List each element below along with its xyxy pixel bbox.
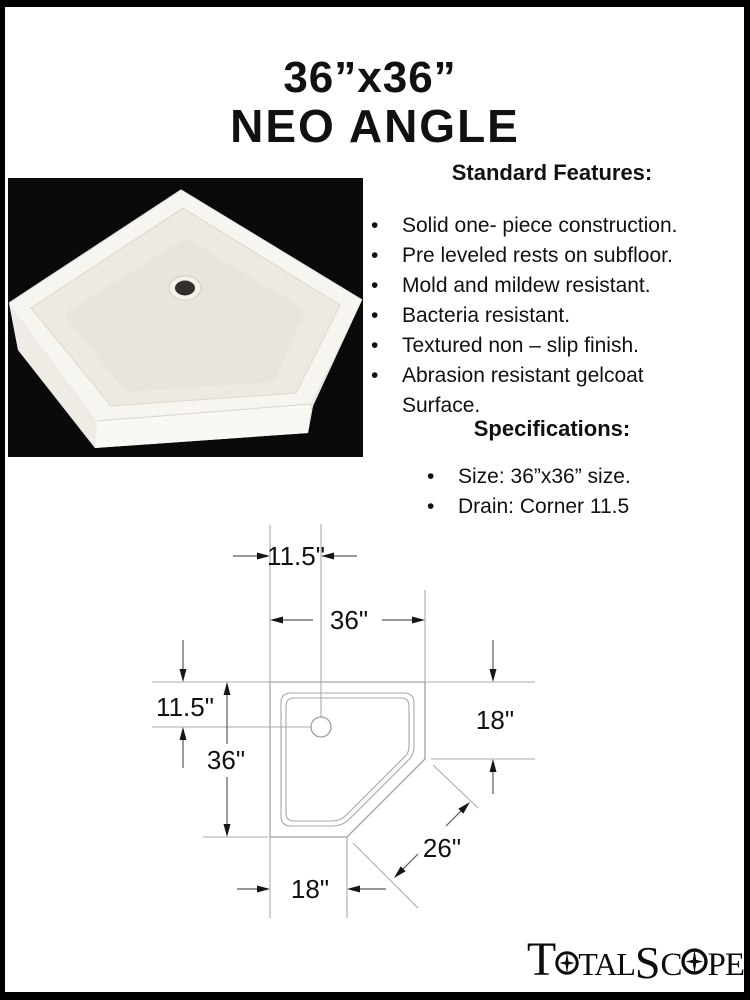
list-item: • Abrasion resistant gelcoat Surface.	[371, 361, 716, 421]
list-item: • Pre leveled rests on subfloor.	[371, 241, 716, 271]
dim-label-right-side: 18"	[475, 705, 515, 735]
logo-letter: S	[634, 937, 661, 988]
drain-hole	[175, 281, 195, 296]
logo-letter: C	[660, 947, 683, 983]
list-item: • Textured non – slip finish.	[371, 331, 716, 361]
specifications-list	[427, 462, 727, 522]
list-item: • Size: 36”x36” size.	[427, 462, 727, 492]
dim-label-top-width: 36"	[329, 605, 369, 635]
features-list	[371, 211, 716, 421]
dim-label-left-height: 36"	[206, 745, 246, 775]
list-item: • Mold and mildew resistant.	[371, 271, 716, 301]
totalscope-logo	[508, 933, 744, 994]
dim-label-left-offset: 11.5"	[156, 692, 214, 722]
logo-letters: PE	[707, 947, 744, 983]
features-heading: Standard Features:	[451, 160, 653, 185]
logo-letters: TAL	[578, 946, 635, 982]
product-photo	[8, 178, 363, 457]
list-item: • Drain: Corner 11.5	[427, 492, 727, 522]
dimension-drawing	[140, 515, 560, 925]
page-title-model: NEO ANGLE	[230, 100, 520, 152]
specifications-heading: Specifications:	[473, 416, 631, 441]
dim-label-diagonal: 26"	[422, 833, 462, 863]
page-title-size: 36”x36”	[283, 53, 457, 102]
scope-o-icon	[681, 948, 708, 975]
dim-label-bottom-side: 18"	[290, 874, 330, 904]
scope-o-icon	[555, 951, 579, 975]
list-item: • Bacteria resistant.	[371, 301, 716, 331]
dim-label-top-offset: 11.5"	[267, 541, 325, 571]
logo-letter: T	[526, 933, 557, 986]
list-item: • Solid one- piece construction.	[371, 211, 716, 241]
drain-symbol	[311, 717, 331, 737]
